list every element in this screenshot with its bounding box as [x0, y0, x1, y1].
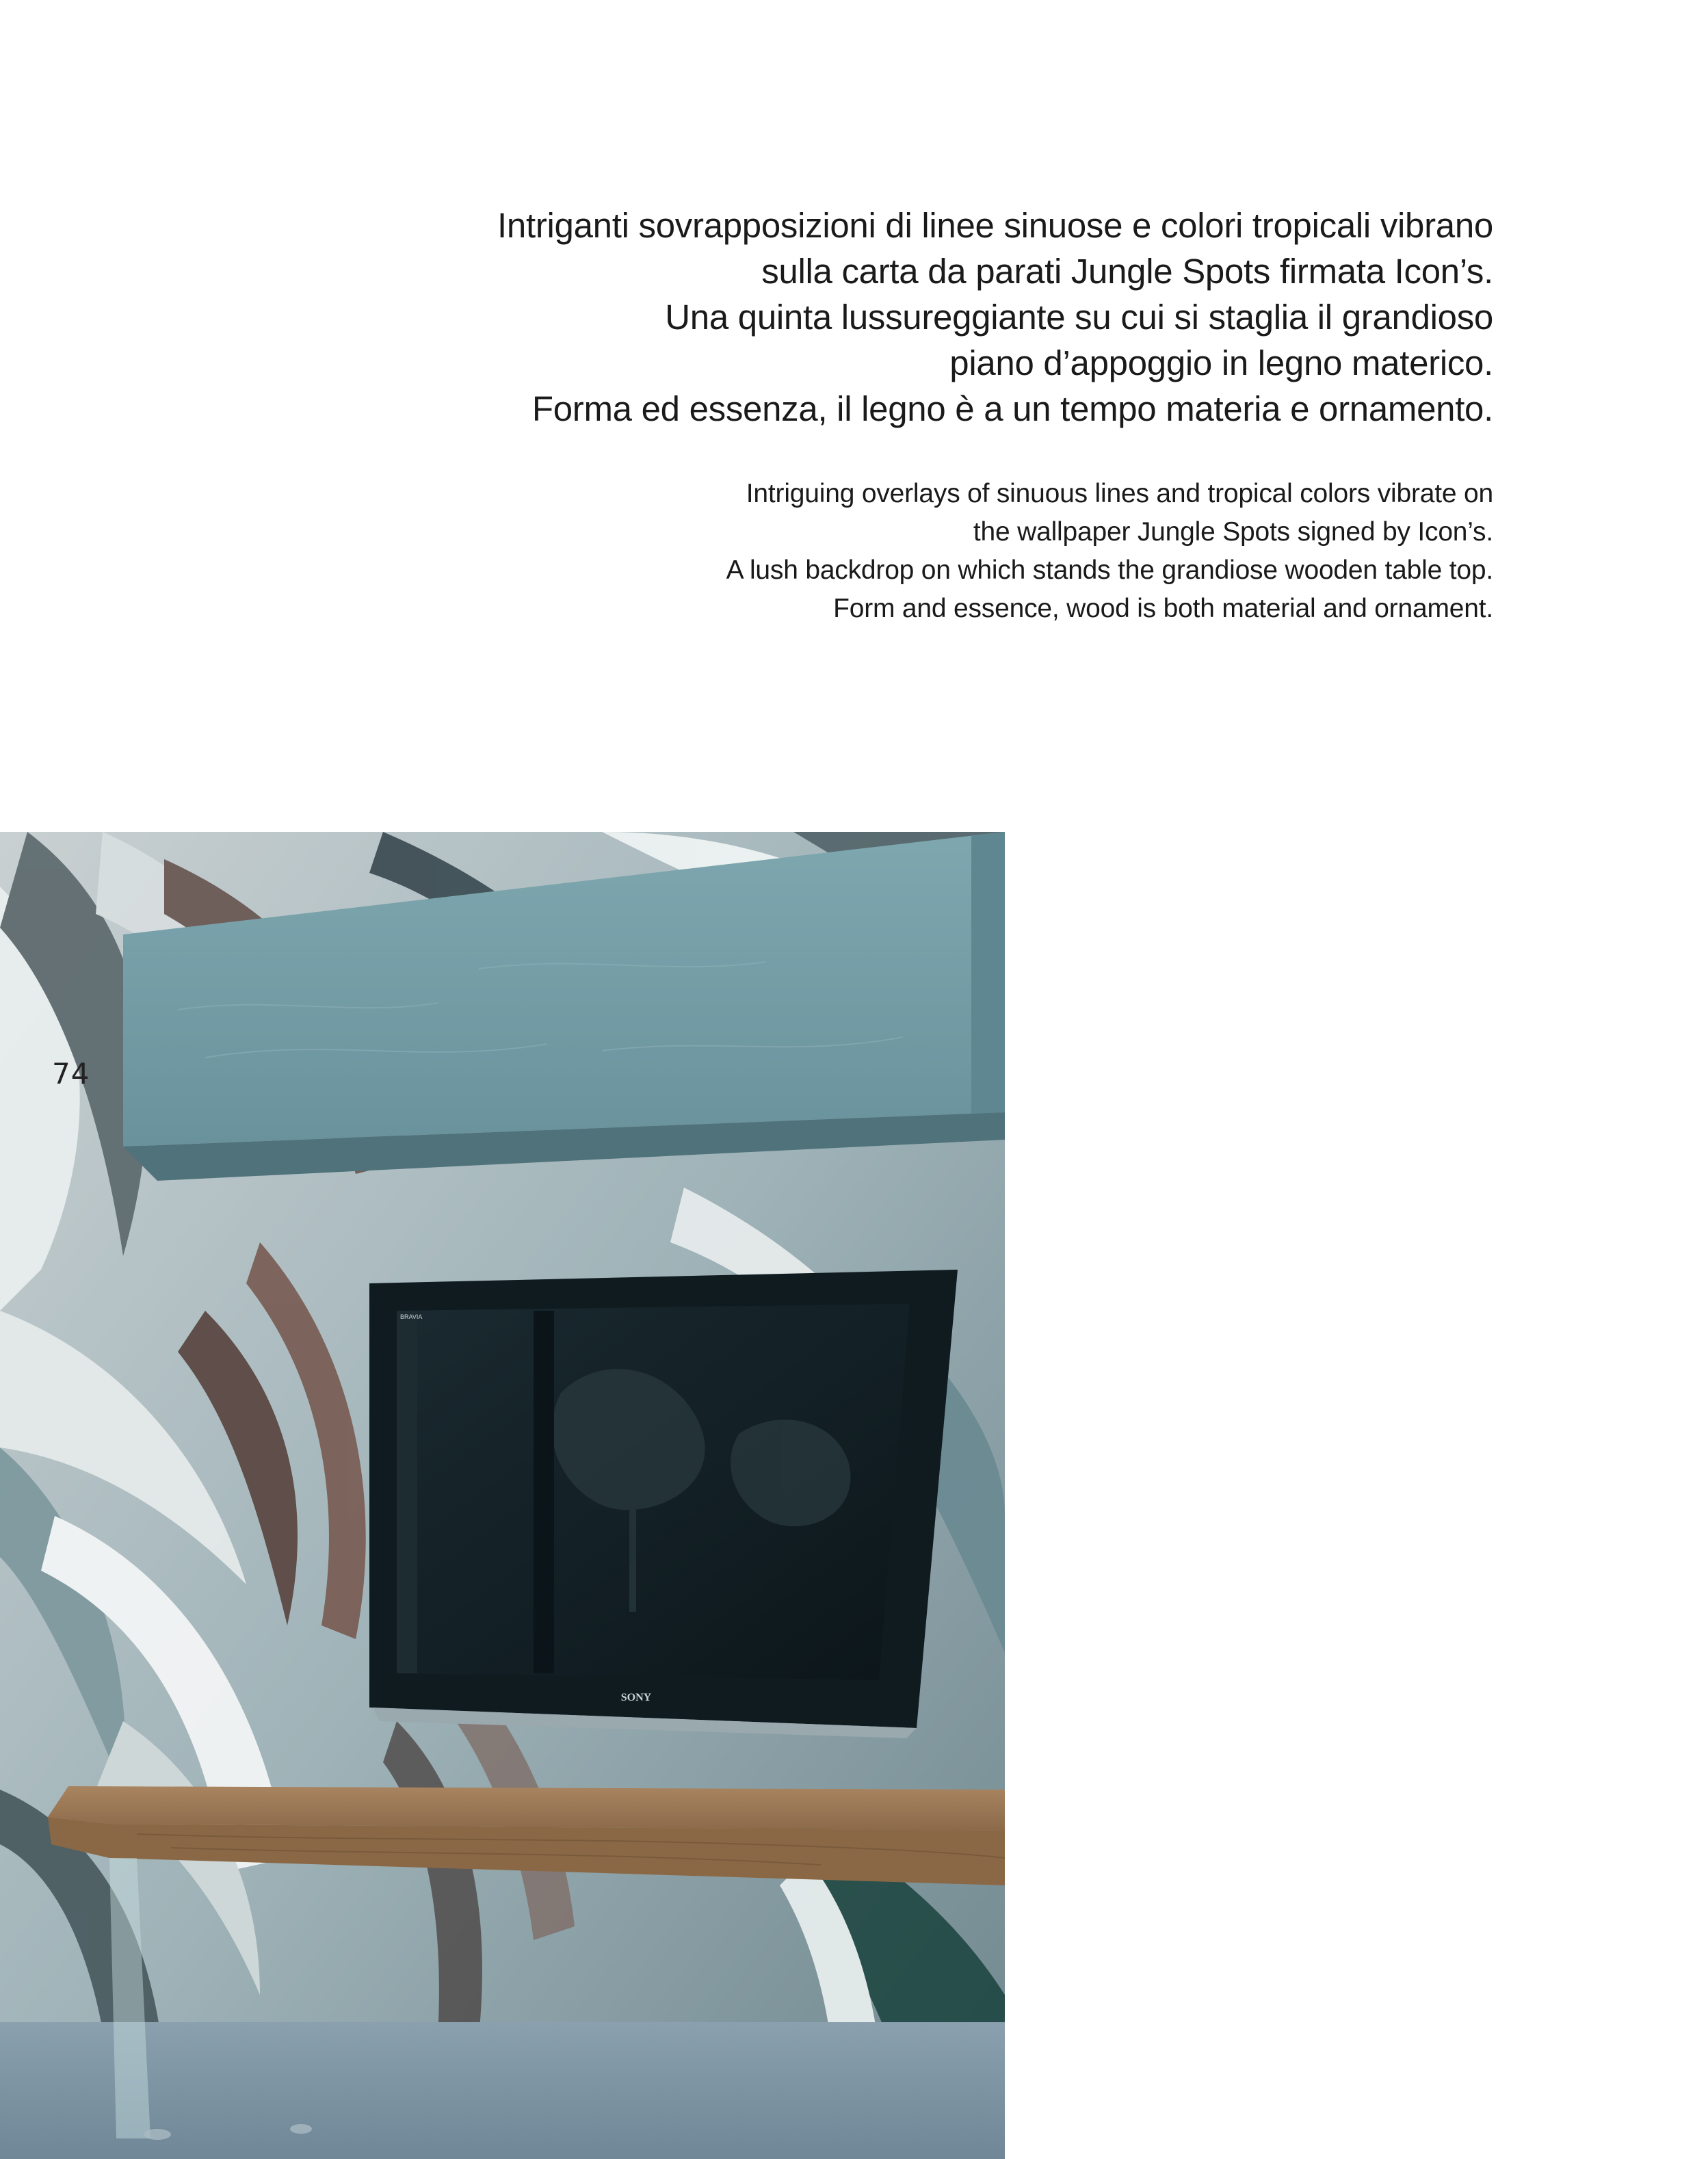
english-line-4: Form and essence, wood is both material and ornament. [833, 594, 1493, 623]
television [369, 1270, 958, 1738]
italian-description [330, 202, 1493, 432]
tv-model-label: BRAVIA [400, 1313, 423, 1320]
page-number: 74 [52, 1057, 90, 1090]
english-line-1: Intriguing overlays of sinuous lines and tropical colors vibrate on [746, 479, 1493, 508]
english-description [467, 475, 1493, 628]
interior-photo-illustration [0, 832, 1005, 2159]
english-line-3: A lush backdrop on which stands the grandiose wooden table top. [726, 555, 1493, 585]
english-line-2: the wallpaper Jungle Spots signed by Icon’s. [973, 517, 1493, 547]
interior-photo [0, 832, 1005, 2159]
italian-line-1: Intriganti sovrapposizioni di linee sinuose e colori tropicali vibrano [497, 206, 1493, 245]
italian-line-2: sulla carta da parati Jungle Spots firmata Icon’s. [761, 252, 1493, 291]
tv-brand-logo: SONY [620, 1692, 652, 1703]
italian-line-4: piano d’appoggio in legno materico. [949, 343, 1493, 382]
italian-line-5: Forma ed essenza, il legno è a un tempo materia e ornamento. [531, 389, 1493, 428]
italian-line-3: Una quinta lussureggiante su cui si staglia il grandioso [665, 298, 1493, 337]
